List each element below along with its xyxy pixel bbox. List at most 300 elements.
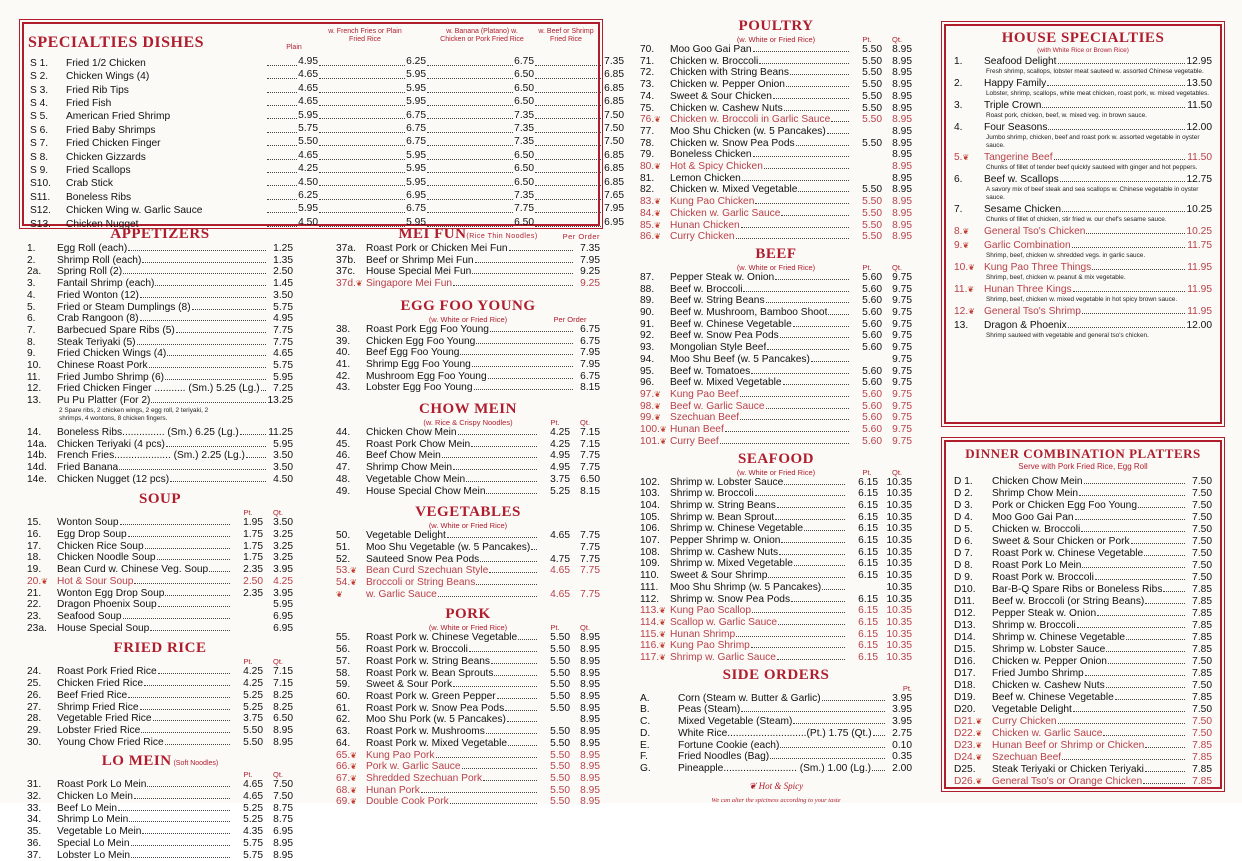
dinner-item-item-price: 7.50	[1192, 656, 1212, 667]
hot-spicy-icon: ❦	[654, 220, 661, 230]
leader-dots	[779, 554, 845, 555]
dinner-item-item-name: Beef w. Broccoli (or String Beans)	[992, 596, 1145, 607]
soup-item-name: Chicken Noodle Soup	[57, 552, 156, 564]
eggfoo-subtitle: (w. White or Fried Rice)	[428, 314, 508, 324]
pork-item-name: Roast Pork w. Mushrooms	[366, 726, 485, 738]
leader-dots	[153, 720, 230, 721]
leader-dots	[131, 857, 230, 858]
house-item-item-number: 6.	[954, 174, 963, 185]
appetizer-item	[27, 372, 293, 384]
leader-dots	[1042, 107, 1185, 108]
specialty-price-value: 6.50	[514, 216, 534, 228]
beef-item	[640, 319, 912, 331]
poultry-item-quart: 8.95	[892, 219, 912, 231]
leader-dots	[764, 168, 849, 169]
specialty-price-0	[266, 190, 318, 202]
soup-item-number: 22.	[27, 599, 42, 611]
house-item-item-name: Dragon & Phoenix	[984, 320, 1067, 331]
leader-dots	[535, 83, 603, 93]
dinner-subtitle: Serve with Pork Fried Rice, Egg Roll	[1018, 462, 1148, 471]
seafood-item-name: Shrimp w. Mixed Vegetable	[670, 558, 793, 570]
eggfoo-item-number: 42.	[336, 370, 351, 382]
leader-dots	[142, 833, 230, 834]
dinner-item-item-number: D23.❦	[954, 740, 983, 751]
poultry-item-pint: 5.50	[862, 207, 882, 219]
leader-dots	[1072, 247, 1185, 248]
beef-item-number: 93.	[640, 342, 655, 354]
house-item-item-price: 12.00	[1186, 320, 1212, 331]
seafood-item-pint: 6.15	[858, 488, 878, 500]
house-item-item-name: General Tso's Shrimp	[984, 306, 1081, 317]
beef-item-number: 98.❦	[640, 400, 661, 412]
dinner-item-item-number: D 4.	[954, 512, 973, 523]
specialty-price-2	[426, 136, 534, 148]
leader-dots	[460, 354, 573, 355]
soup-title: SOUP	[138, 491, 181, 508]
leader-dots	[267, 136, 297, 146]
specialty-item	[30, 56, 624, 69]
specialty-price-value: 5.95	[406, 149, 426, 161]
leader-dots	[766, 302, 849, 303]
house-item-item	[954, 240, 1212, 252]
soup-item-pint: 2.35	[243, 564, 263, 576]
poultry-item	[640, 79, 912, 91]
hot-spicy-icon: ❦	[350, 750, 357, 760]
eggfoo-item-name: Roast Pork Egg Foo Young	[366, 323, 489, 335]
meifun-item-number: 37d.❦	[336, 278, 363, 290]
appetizer-item-price: 2.50	[273, 266, 293, 278]
hot-spicy-icon: ❦	[350, 578, 357, 588]
leader-dots	[1058, 723, 1185, 724]
hot-spicy-icon: ❦	[350, 773, 357, 783]
seafood-item-number: 105.	[640, 511, 660, 523]
eggfoo-item-price: 6.75	[580, 323, 600, 335]
lomein-item-name: Shrimp Lo Mein	[57, 814, 129, 826]
poultry-item-name: Chicken with String Beans	[670, 67, 789, 79]
specialty-price-value: 4.65	[298, 149, 318, 161]
poultry-item-quart: 8.95	[892, 55, 912, 67]
hot-spicy-icon: ❦	[967, 285, 975, 294]
poultry-item	[640, 149, 912, 161]
meifun-item-name: Singapore Mei Fun	[366, 278, 453, 290]
dinner-item-item-name: Curry Chicken	[992, 716, 1057, 727]
leader-dots	[770, 758, 885, 759]
appetizer-item-number: 8.	[27, 336, 36, 348]
house-item-item-price: 12.00	[1186, 122, 1212, 133]
soup-item-number: 23.	[27, 610, 42, 622]
poultry-item-name: Chicken w. Cashew Nuts	[670, 102, 783, 114]
appetizer-item	[27, 462, 293, 474]
pork-item-quart: 8.95	[580, 784, 600, 796]
beef-title: BEEF	[755, 245, 797, 262]
specialty-name: Chicken Nugget	[66, 218, 139, 230]
eggfoo-item-name: Beef Egg Foo Young	[366, 347, 460, 359]
specialty-item	[30, 149, 624, 163]
leader-dots	[725, 431, 849, 432]
dinner-item-item-number: D 1.	[954, 476, 973, 487]
seafood-item	[640, 640, 912, 652]
beef-item-number: 87.	[640, 271, 655, 283]
leader-dots	[518, 639, 537, 640]
sideorder-item	[640, 704, 912, 716]
pork-item	[336, 644, 600, 656]
soup-col-0: Pt.	[243, 508, 253, 518]
leader-dots	[209, 571, 230, 572]
leader-dots	[1086, 233, 1185, 234]
poultry-item-number: 73.	[640, 79, 655, 91]
appetizer-item-price: 1.35	[273, 254, 293, 266]
poultry-item-name: Boneless Chicken	[670, 149, 752, 161]
leader-dots	[142, 262, 266, 263]
seafood-item-name: Shrimp w. Broccoli	[670, 488, 754, 500]
soup-header	[27, 508, 293, 517]
lomein-col-1: Qt.	[272, 770, 283, 780]
chowmein-title: CHOW MEIN	[419, 401, 517, 418]
pork-item	[336, 714, 600, 726]
beef-item	[640, 295, 912, 307]
house-item-desc: Lobster, shrimp, scallops, white meat chicken, roast pork, w. mixed vegetables.	[986, 90, 1210, 97]
specialty-price-value: 6.50	[514, 69, 534, 81]
friedrice-item	[27, 702, 293, 714]
beef-item-pint: 5.60	[862, 412, 882, 424]
column-3	[640, 18, 912, 804]
meifun-item-price: 9.25	[580, 266, 600, 278]
leader-dots	[486, 493, 537, 494]
leader-dots	[427, 177, 513, 187]
hot-spicy-icon: ❦	[659, 606, 666, 616]
leader-dots	[505, 710, 537, 711]
vegetable-item-name: w. Garlic Sauce	[366, 588, 437, 600]
appetizer-item-number: 13.	[27, 395, 42, 407]
seafood-item-pint: 6.15	[858, 570, 878, 582]
house-item-item-number: 2.	[954, 78, 963, 89]
beef-item-pint: 5.60	[862, 318, 882, 330]
beef-item-pint: 5.60	[862, 435, 882, 447]
poultry-item-quart: 8.95	[892, 231, 912, 243]
leader-dots	[1106, 651, 1185, 652]
appetizer-item-name: Shrimp Roll (each)	[57, 254, 142, 266]
dinner-item-item-price: 7.50	[1192, 500, 1212, 511]
spiciness-note: We can alter the spiciness according to your taste	[711, 796, 841, 804]
leader-dots	[780, 337, 849, 338]
lomein-item-pint: 4.65	[243, 779, 263, 791]
chowmein-item-name: House Special Chow Mein	[366, 485, 486, 497]
lomein-item-quart: 8.95	[273, 849, 293, 861]
beef-item	[640, 389, 912, 401]
soup-item-pint: 2.50	[243, 575, 263, 587]
poultry-item-number: 84.❦	[640, 207, 661, 219]
sideorder-item	[640, 716, 912, 728]
pork-item-pint: 5.50	[550, 761, 570, 773]
leader-dots	[1075, 519, 1185, 520]
hot-spicy-icon: ❦	[654, 389, 661, 399]
leader-dots	[531, 549, 537, 550]
pork-item	[336, 773, 600, 785]
seafood-item-quart: 10.35	[886, 652, 912, 664]
poultry-item-pint: 5.50	[862, 184, 882, 196]
hot-spicy-icon: ❦	[659, 436, 667, 446]
leader-dots	[319, 69, 405, 79]
chowmein-item-pint: 4.25	[550, 427, 570, 439]
seafood-item-number: 104.	[640, 499, 660, 511]
pork-col-0: Pt.	[550, 623, 560, 633]
specialty-price-3	[534, 56, 624, 68]
dinner-item-item	[954, 632, 1212, 644]
sideorder-item-price: 2.00	[892, 762, 912, 774]
friedrice-item	[27, 678, 293, 690]
leader-dots	[1138, 507, 1185, 508]
sideorder-item-name: Fried Noodles (Bag)	[678, 751, 770, 763]
hot-spicy-icon: ❦	[659, 617, 666, 627]
lomein-item-pint: 5.25	[243, 814, 263, 826]
appetizer-item-price: 13.25	[267, 395, 293, 407]
seafood-item-number: 109.	[640, 558, 660, 570]
leader-dots	[759, 63, 849, 64]
soup-item-name: Wonton Egg Drop Soup	[57, 587, 165, 599]
poultry-item-quart: 8.95	[892, 67, 912, 79]
dinner-item-item	[954, 692, 1212, 704]
pork-title: PORK	[445, 606, 491, 623]
pork-item	[336, 632, 600, 644]
specialty-price-value: 6.95	[604, 216, 624, 228]
hot-spicy-icon: ❦	[659, 629, 666, 639]
poultry-item	[640, 184, 912, 196]
leader-dots	[1163, 591, 1185, 592]
meifun-title: MEI FUN(Rice Thin Noodles) Per Order	[398, 226, 600, 242]
appetizer-item-price: 3.50	[273, 450, 293, 462]
specialty-price-value: 7.50	[604, 123, 624, 135]
beef-item-number: 88.	[640, 283, 655, 295]
friedrice-item-name: Vegetable Fried Rice	[57, 713, 152, 725]
seafood-item-name: Shrimp w. Cashew Nuts	[670, 546, 779, 558]
eggfoo-item	[336, 324, 600, 336]
seafood-item-quart: 10.35	[886, 546, 912, 558]
friedrice-item-number: 25.	[27, 678, 42, 690]
chowmein-item-number: 49.	[336, 485, 351, 497]
leader-dots	[535, 190, 603, 200]
lomein-item	[27, 779, 293, 791]
dinner-item-item	[954, 740, 1212, 752]
lomein-item-number: 35.	[27, 826, 42, 838]
specialty-price-value: 7.50	[604, 109, 624, 121]
eggfoo-item-price: 7.95	[580, 347, 600, 359]
dinner-item-item-name: Roast Pork w. Broccoli	[992, 572, 1094, 583]
seafood-item-name: Shrimp w. Garlic Sauce	[670, 652, 776, 664]
dinner-item-item	[954, 776, 1212, 788]
specialty-price-value: 7.35	[514, 109, 534, 121]
meifun-item-price: 7.35	[580, 243, 600, 254]
specialty-price-value: 5.50	[298, 136, 318, 148]
seafood-item-number: 116.❦	[640, 640, 666, 652]
dinner-item-item-price: 7.50	[1192, 548, 1212, 559]
specialty-number: S 6.	[30, 124, 49, 136]
leader-dots	[128, 250, 266, 251]
seafood-item-name: Shrimp w. Snow Pea Pods	[670, 593, 791, 605]
soup-item-pint: 1.75	[243, 529, 263, 541]
appetizer-item	[27, 337, 293, 349]
poultry-item-pint: 5.50	[862, 44, 882, 55]
specialty-price-3	[534, 123, 624, 135]
dinner-item-item-name: Bar-B-Q Spare Ribs or Boneless Ribs	[992, 584, 1163, 595]
poultry-item-quart: 8.95	[892, 79, 912, 91]
appetizer-item-number: 11.	[27, 371, 41, 383]
appetizer-item	[27, 348, 293, 360]
house-item-item	[954, 204, 1212, 216]
leader-dots	[491, 663, 537, 664]
leader-dots	[1115, 699, 1185, 700]
dinner-item-item-number: D14.	[954, 632, 976, 643]
pork-item-pint: 5.50	[550, 667, 570, 679]
house-item-item	[954, 262, 1212, 274]
seafood-item	[640, 617, 912, 629]
hot-spicy-icon: ❦	[975, 729, 983, 738]
specialty-price-2	[426, 190, 534, 202]
appetizer-item-number: 14b.	[27, 450, 47, 462]
lomein-item-name: Chicken Lo Mein	[57, 791, 133, 803]
dinner-item-item-number: D26.❦	[954, 776, 983, 787]
leader-dots	[741, 227, 849, 228]
house-item-item-number: 1.	[954, 56, 963, 67]
lomein-item-name: Special Lo Mein	[57, 837, 130, 849]
pork-item-number: 62.	[336, 714, 351, 726]
beef-item-number: 89.	[640, 295, 655, 307]
appetizer-item	[27, 395, 293, 407]
beef-item	[640, 377, 912, 389]
pork-item-name: Roast Pork w. Bean Sprouts	[366, 667, 494, 679]
poultry-item	[640, 126, 912, 138]
dinner-item-item-name: Chicken w. Garlic Sauce	[992, 728, 1103, 739]
specialty-name: Fried 1/2 Chicken	[66, 57, 146, 69]
poultry-item	[640, 91, 912, 103]
leader-dots	[798, 191, 849, 192]
specialty-price-1	[318, 203, 426, 215]
soup-col-1: Qt.	[272, 508, 283, 518]
leader-dots	[120, 524, 230, 525]
beef-item-name: Beef w. Tomatoes	[670, 365, 751, 377]
friedrice-item-quart: 8.95	[273, 724, 293, 736]
poultry-item-pint: 5.50	[862, 137, 882, 149]
dinner-item-item-price: 7.50	[1192, 524, 1212, 535]
specialty-price-2	[426, 56, 534, 68]
leader-dots	[535, 110, 603, 120]
seafood-item	[640, 594, 912, 606]
hot-spicy-icon: ❦	[659, 653, 666, 663]
specialty-name: Chicken Gizzards	[66, 151, 146, 163]
seafood-title: SEAFOOD	[737, 450, 814, 467]
leader-dots	[267, 123, 297, 133]
leader-dots	[751, 647, 845, 648]
meifun-item	[336, 243, 600, 255]
friedrice-item-name: Chicken Fried Rice	[57, 678, 144, 690]
beef-item-quart: 9.75	[892, 377, 912, 389]
leader-dots	[427, 203, 513, 213]
hot-spicy-icon: ❦	[968, 307, 975, 316]
specialty-price-1	[318, 190, 426, 202]
specialty-price-1	[318, 136, 426, 148]
poultry-item	[640, 173, 912, 185]
house-item-item-name: Seafood Delight	[984, 56, 1057, 67]
poultry-item	[640, 231, 912, 243]
hdr-beef: w. Beef or Shrimp Fried Rice	[538, 28, 594, 43]
seafood-item-quart: 10.35	[886, 640, 912, 652]
seafood-item-number: 106.	[640, 523, 660, 535]
specialty-item	[30, 163, 624, 176]
vegetable-item-quart: 7.75	[580, 553, 600, 565]
leader-dots	[267, 150, 297, 160]
dinner-item-item-price: 7.50	[1192, 536, 1212, 547]
appetizer-item-price: 5.75	[273, 360, 293, 372]
appetizer-item-number: 2.	[27, 254, 36, 266]
dinner-item-item-name: Beef w. Chinese Vegetable	[992, 692, 1114, 703]
leader-dots	[831, 121, 849, 122]
specialty-price-3	[534, 83, 624, 95]
leader-dots	[427, 96, 513, 106]
leader-dots	[790, 74, 849, 75]
specialty-number: S 4.	[30, 97, 49, 109]
chowmein-item-number: 47.	[336, 462, 351, 474]
friedrice-title: FRIED RICE	[113, 640, 207, 657]
chowmein-item-pint: 5.25	[550, 485, 570, 497]
dinner-item-item-price: 7.85	[1192, 764, 1212, 775]
pork-subtitle: (w. White or Fried Rice)	[428, 623, 508, 633]
poultry-item-pint: 5.50	[862, 219, 882, 231]
appetizer-item	[27, 266, 293, 278]
specialty-price-value: 7.35	[514, 190, 534, 202]
beef-item	[640, 436, 912, 448]
dinner-item-item-name: Pork or Chicken Egg Foo Young	[992, 500, 1137, 511]
soup-item-number: 15.	[27, 517, 42, 529]
seafood-item-pint: 6.15	[858, 616, 878, 628]
seafood-item	[640, 488, 912, 500]
house-item-item-price: 10.25	[1186, 204, 1212, 215]
seafood-item-quart: 10.35	[886, 628, 912, 640]
beef-item-pint: 5.60	[862, 388, 882, 400]
chowmein-item-quart: 6.50	[580, 473, 600, 485]
dinner-item-item-name: Fried Jumbo Shrimp	[992, 668, 1084, 679]
specialty-price-value: 5.95	[406, 96, 426, 108]
soup-item-quart: 3.25	[273, 552, 293, 564]
poultry-item-name: Chicken w. Broccoli in Garlic Sauce	[670, 114, 831, 126]
poultry-item-number: 71.	[640, 55, 655, 67]
soup-item-quart: 3.95	[273, 587, 293, 599]
leader-dots	[267, 177, 297, 187]
seafood-item-name: Shrimp w. Bean Sprout	[670, 511, 775, 523]
poultry-item	[640, 103, 912, 115]
seafood-col-1: Qt.	[891, 467, 902, 477]
appetizer-item-number: 2a.	[27, 266, 42, 278]
house-item-desc: Chunks of fillet of tender beef quickly sauteed with ginger and hot peppers.	[986, 164, 1198, 171]
pork-item-name: Roast Pork w. Green Pepper	[366, 690, 496, 702]
chowmein-header	[336, 418, 600, 427]
leader-dots	[462, 768, 537, 769]
appetizer-item-name: Chicken Teriyaki (4 pcs)	[57, 438, 165, 450]
seafood-item-number: 102.	[640, 476, 660, 488]
hot-spicy-legend: ❦ Hot & Spicy	[748, 780, 804, 791]
leader-dots	[319, 163, 405, 173]
leader-dots	[793, 723, 885, 724]
house-item-item-number: 4.	[954, 122, 963, 133]
specialty-price-1	[318, 150, 426, 162]
beef-item-number: 97.❦	[640, 388, 661, 400]
specialty-price-value: 5.95	[406, 163, 426, 175]
appetizer-item-name: Spring Roll (2)	[57, 266, 123, 278]
soup-item-number: 19.	[27, 564, 42, 576]
chowmein-item-number: 48.	[336, 473, 351, 485]
leader-dots	[753, 51, 849, 52]
dinner-item-item-number: D 7.	[954, 548, 973, 559]
appetizer-item-name: Crab Rangoon (8)	[57, 313, 139, 325]
beef-item-name: Beef w. Mushroom, Bamboo Shoot	[670, 307, 828, 319]
